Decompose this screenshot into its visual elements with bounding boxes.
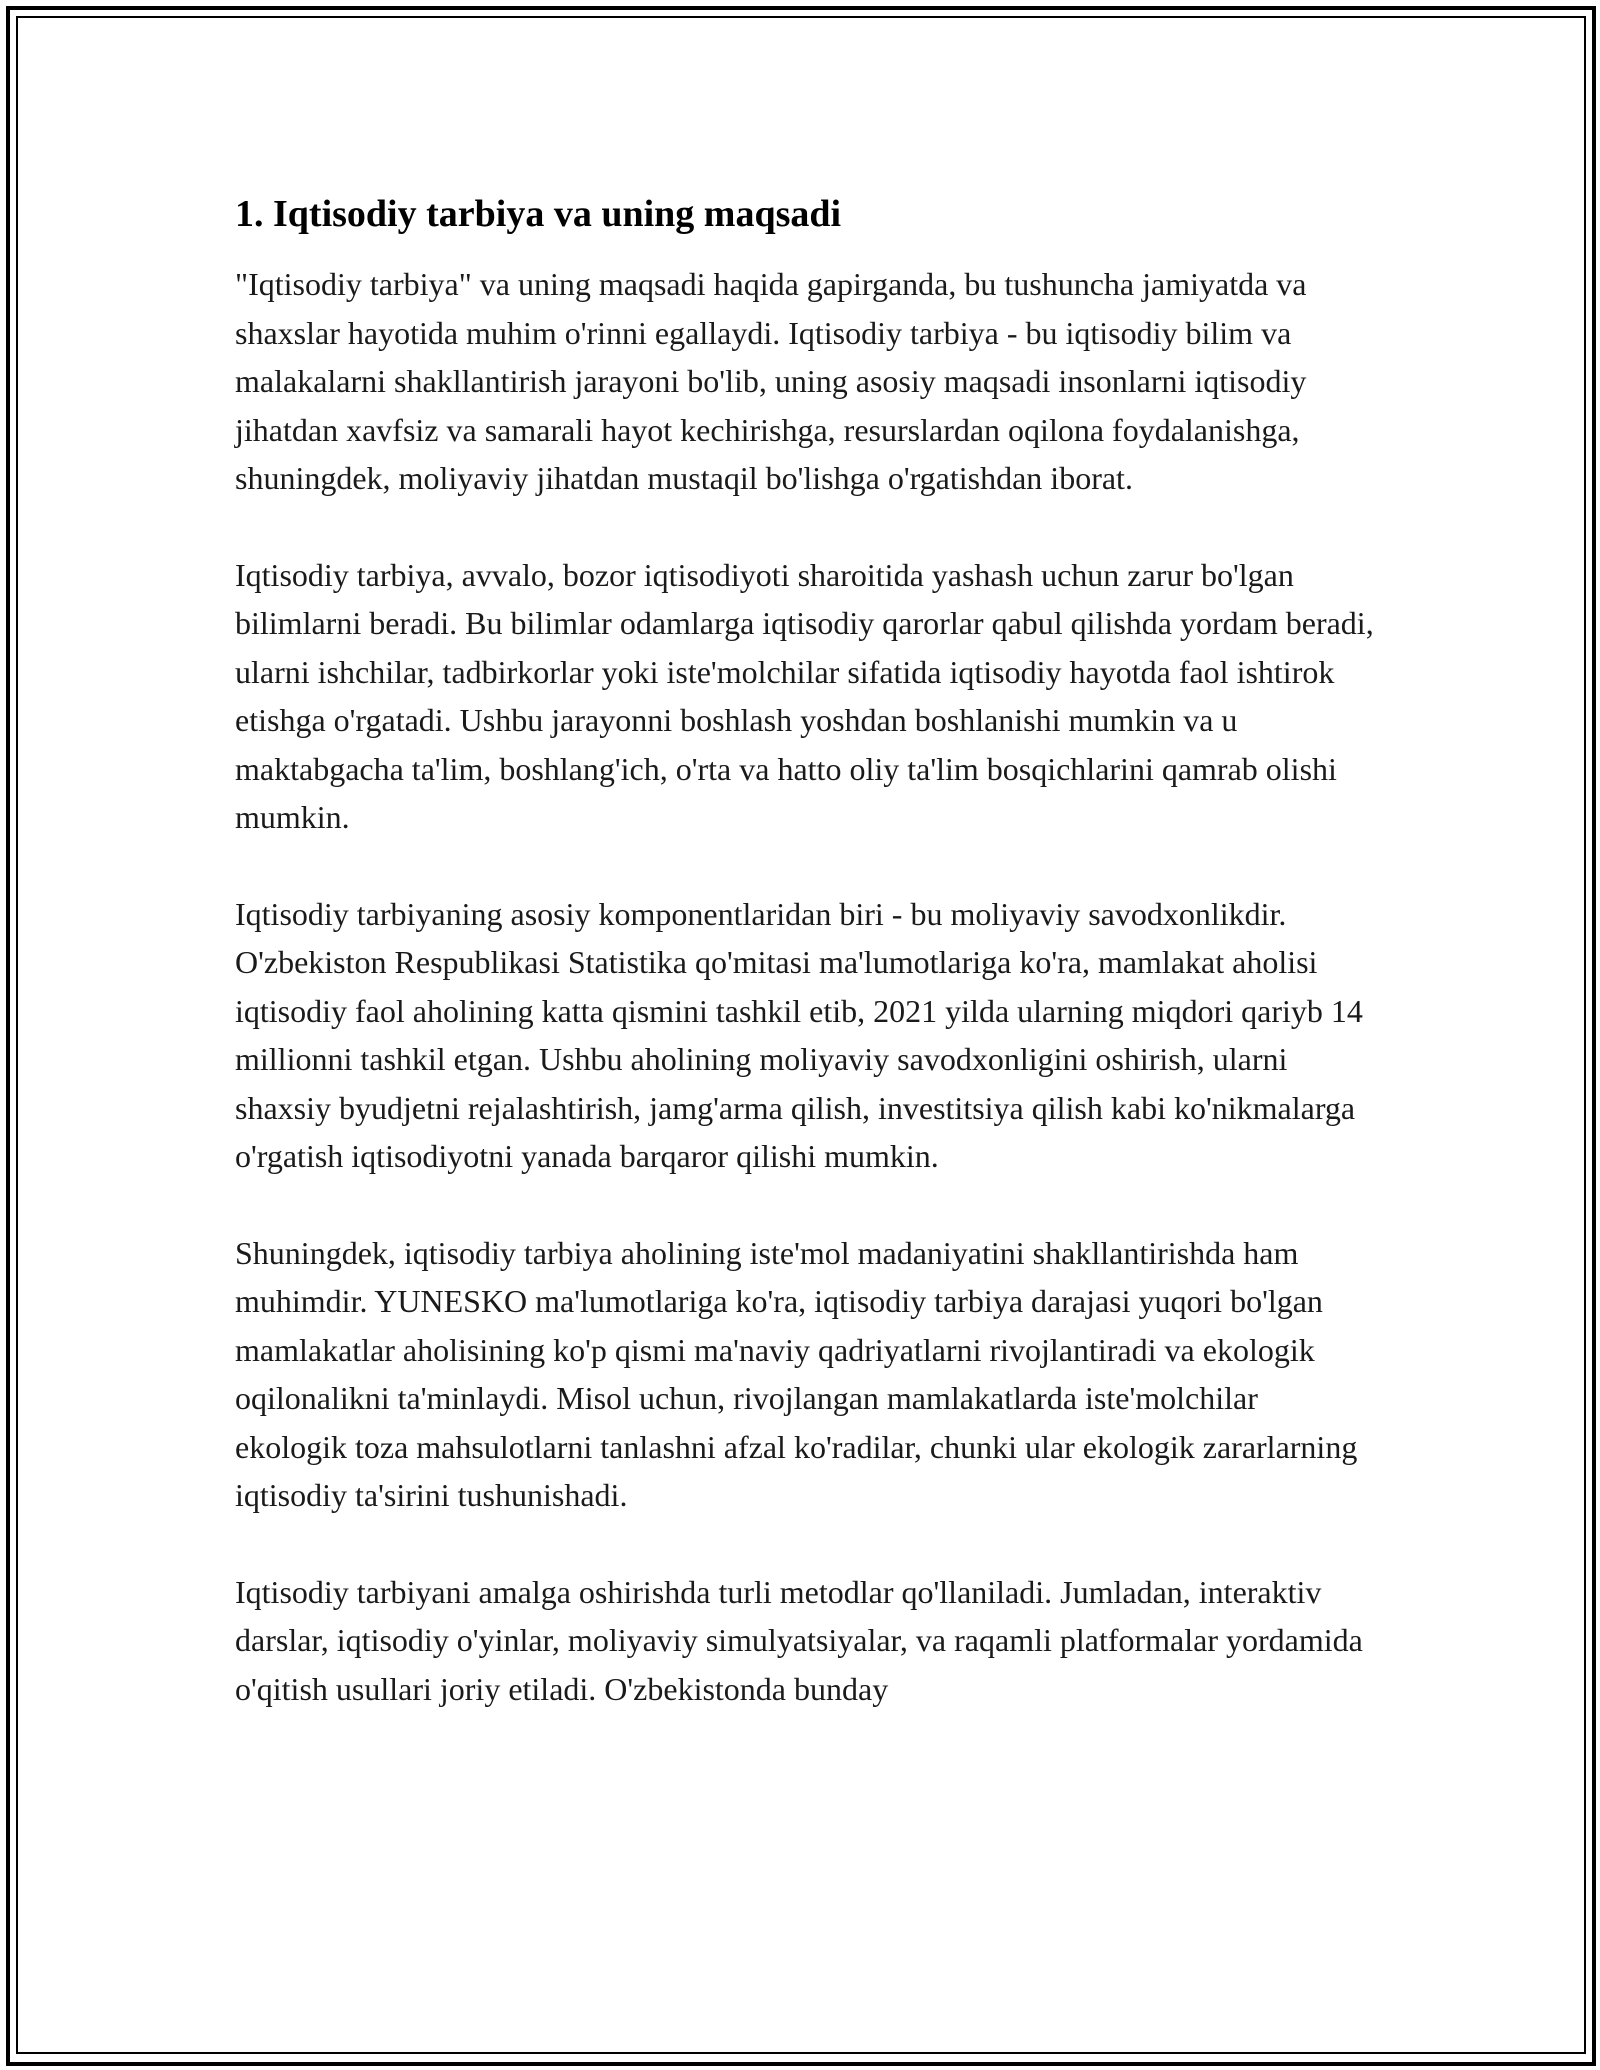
document-body bbox=[235, 186, 1375, 1761]
section-heading: 1. Iqtisodiy tarbiya va uning maqsadi bbox=[235, 193, 842, 235]
paragraph-5: Iqtisodiy tarbiyani amalga oshirishda turli metodlar qo'llaniladi. Jumladan, interaktiv darslar, iqtisodiy o'yinlar, moliyaviy simulyatsiyalar, va raqamli platformalar yordamida o'qitish usullari joriy etiladi. O'zbekistonda bunday bbox=[235, 1573, 1363, 1707]
paragraph-4: Shuningdek, iqtisodiy tarbiya aholining iste'mol madaniyatini shakllantirishda ham muhimdir. YUNESKO ma'lumotlariga ko'ra, iqtisodiy tarbiya darajasi yuqori bo'lgan mamlakatlar aholisining ko'p qismi ma'naviy qadriyatlarni rivojlantiradi va ekologik oqilonalikni ta'minlaydi. Misol uchun, rivojlangan mamlakatlarda iste'molchilar ekologik toza mahsulotlarni tanlashni afzal ko'radilar, chunki ular ekologik zararlarning iqtisodiy ta'sirini tushunishadi. bbox=[235, 1234, 1358, 1513]
paragraph-2: Iqtisodiy tarbiya, avvalo, bozor iqtisodiyoti sharoitida yashash uchun zarur bo'lgan bilimlarni beradi. Bu bilimlar odamlarga iqtisodiy qarorlar qabul qilishda yordam beradi, ularni ishchilar, tadbirkorlar yoki iste'molchilar sifatida iqtisodiy hayotda faol ishtirok etishga o'rgatadi. Ushbu jarayonni boshlash yoshdan boshlanishi mumkin va u maktabgacha ta'lim, boshlang'ich, o'rta va hatto oliy ta'lim bosqichlarini qamrab olishi mumkin. bbox=[235, 556, 1374, 835]
paragraph-1: "Iqtisodiy tarbiya" va uning maqsadi haqida gapirganda, bu tushuncha jamiyatda va shaxslar hayotida muhim o'rinni egallaydi. Iqtisodiy tarbiya - bu iqtisodiy bilim va malakalarni shakllantirish jarayoni bo'lib, uning asosiy maqsadi insonlarni iqtisodiy jihatdan xavfsiz va samarali hayot kechirishga, resurslardan oqilona foydalanishga, shuningdek, moliyaviy jihatdan mustaqil bo'lishga o'rgatishdan iborat. bbox=[235, 266, 1307, 496]
paragraph-3: Iqtisodiy tarbiyaning asosiy komponentlaridan biri - bu moliyaviy savodxonlikdir. O'zbekiston Respublikasi Statistika qo'mitasi ma'lumotlariga ko'ra, mamlakat aholisi iqtisodiy faol aholining katta qismini tashkil etib, 2021 yilda ularning miqdori qariyb 14 millionni tashkil etgan. Ushbu aholining moliyaviy savodxonligini oshirish, ularni shaxsiy byudjetni rejalashtirish, jamg'arma qilish, investitsiya qilish kabi ko'nikmalarga o'rgatish iqtisodiyotni yanada barqaror qilishi mumkin. bbox=[235, 895, 1363, 1174]
